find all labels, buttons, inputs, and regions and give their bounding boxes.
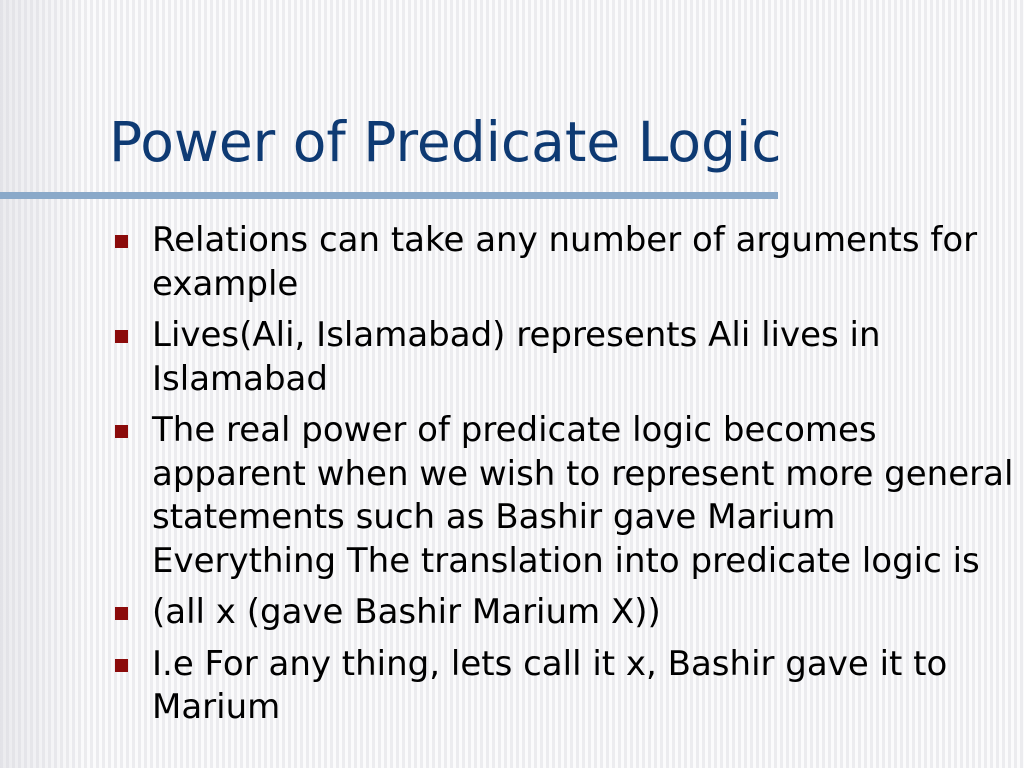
square-bullet-icon [115,659,128,672]
square-bullet-icon [115,425,128,438]
bullet-text: The real power of predicate logic becomes apparent when we wish to represent more general statements such as Bashir gave Marium Everything The translation into predicate logic is [152,410,1014,581]
square-bullet-icon [115,607,128,620]
bullet-text: I.e For any thing, lets call it x, Bashir gave it to Marium [152,643,948,727]
bullet-item [115,409,1015,583]
title-underline [0,192,778,199]
square-bullet-icon [115,330,128,343]
bullet-text: Lives(Ali, Islamabad) represents Ali lives in Islamabad [152,315,881,399]
bullet-item [115,219,1015,306]
bullet-list [115,219,1015,738]
bullet-text: (all x (gave Bashir Marium X)) [152,592,661,632]
square-bullet-icon [115,235,128,248]
bullet-item [115,643,1015,730]
bullet-text: Relations can take any number of arguments for example [152,220,978,304]
bullet-item [115,314,1015,401]
bullet-item [115,591,1015,635]
slide-title: Power of Predicate Logic [109,110,782,174]
background-stripes [0,0,90,768]
